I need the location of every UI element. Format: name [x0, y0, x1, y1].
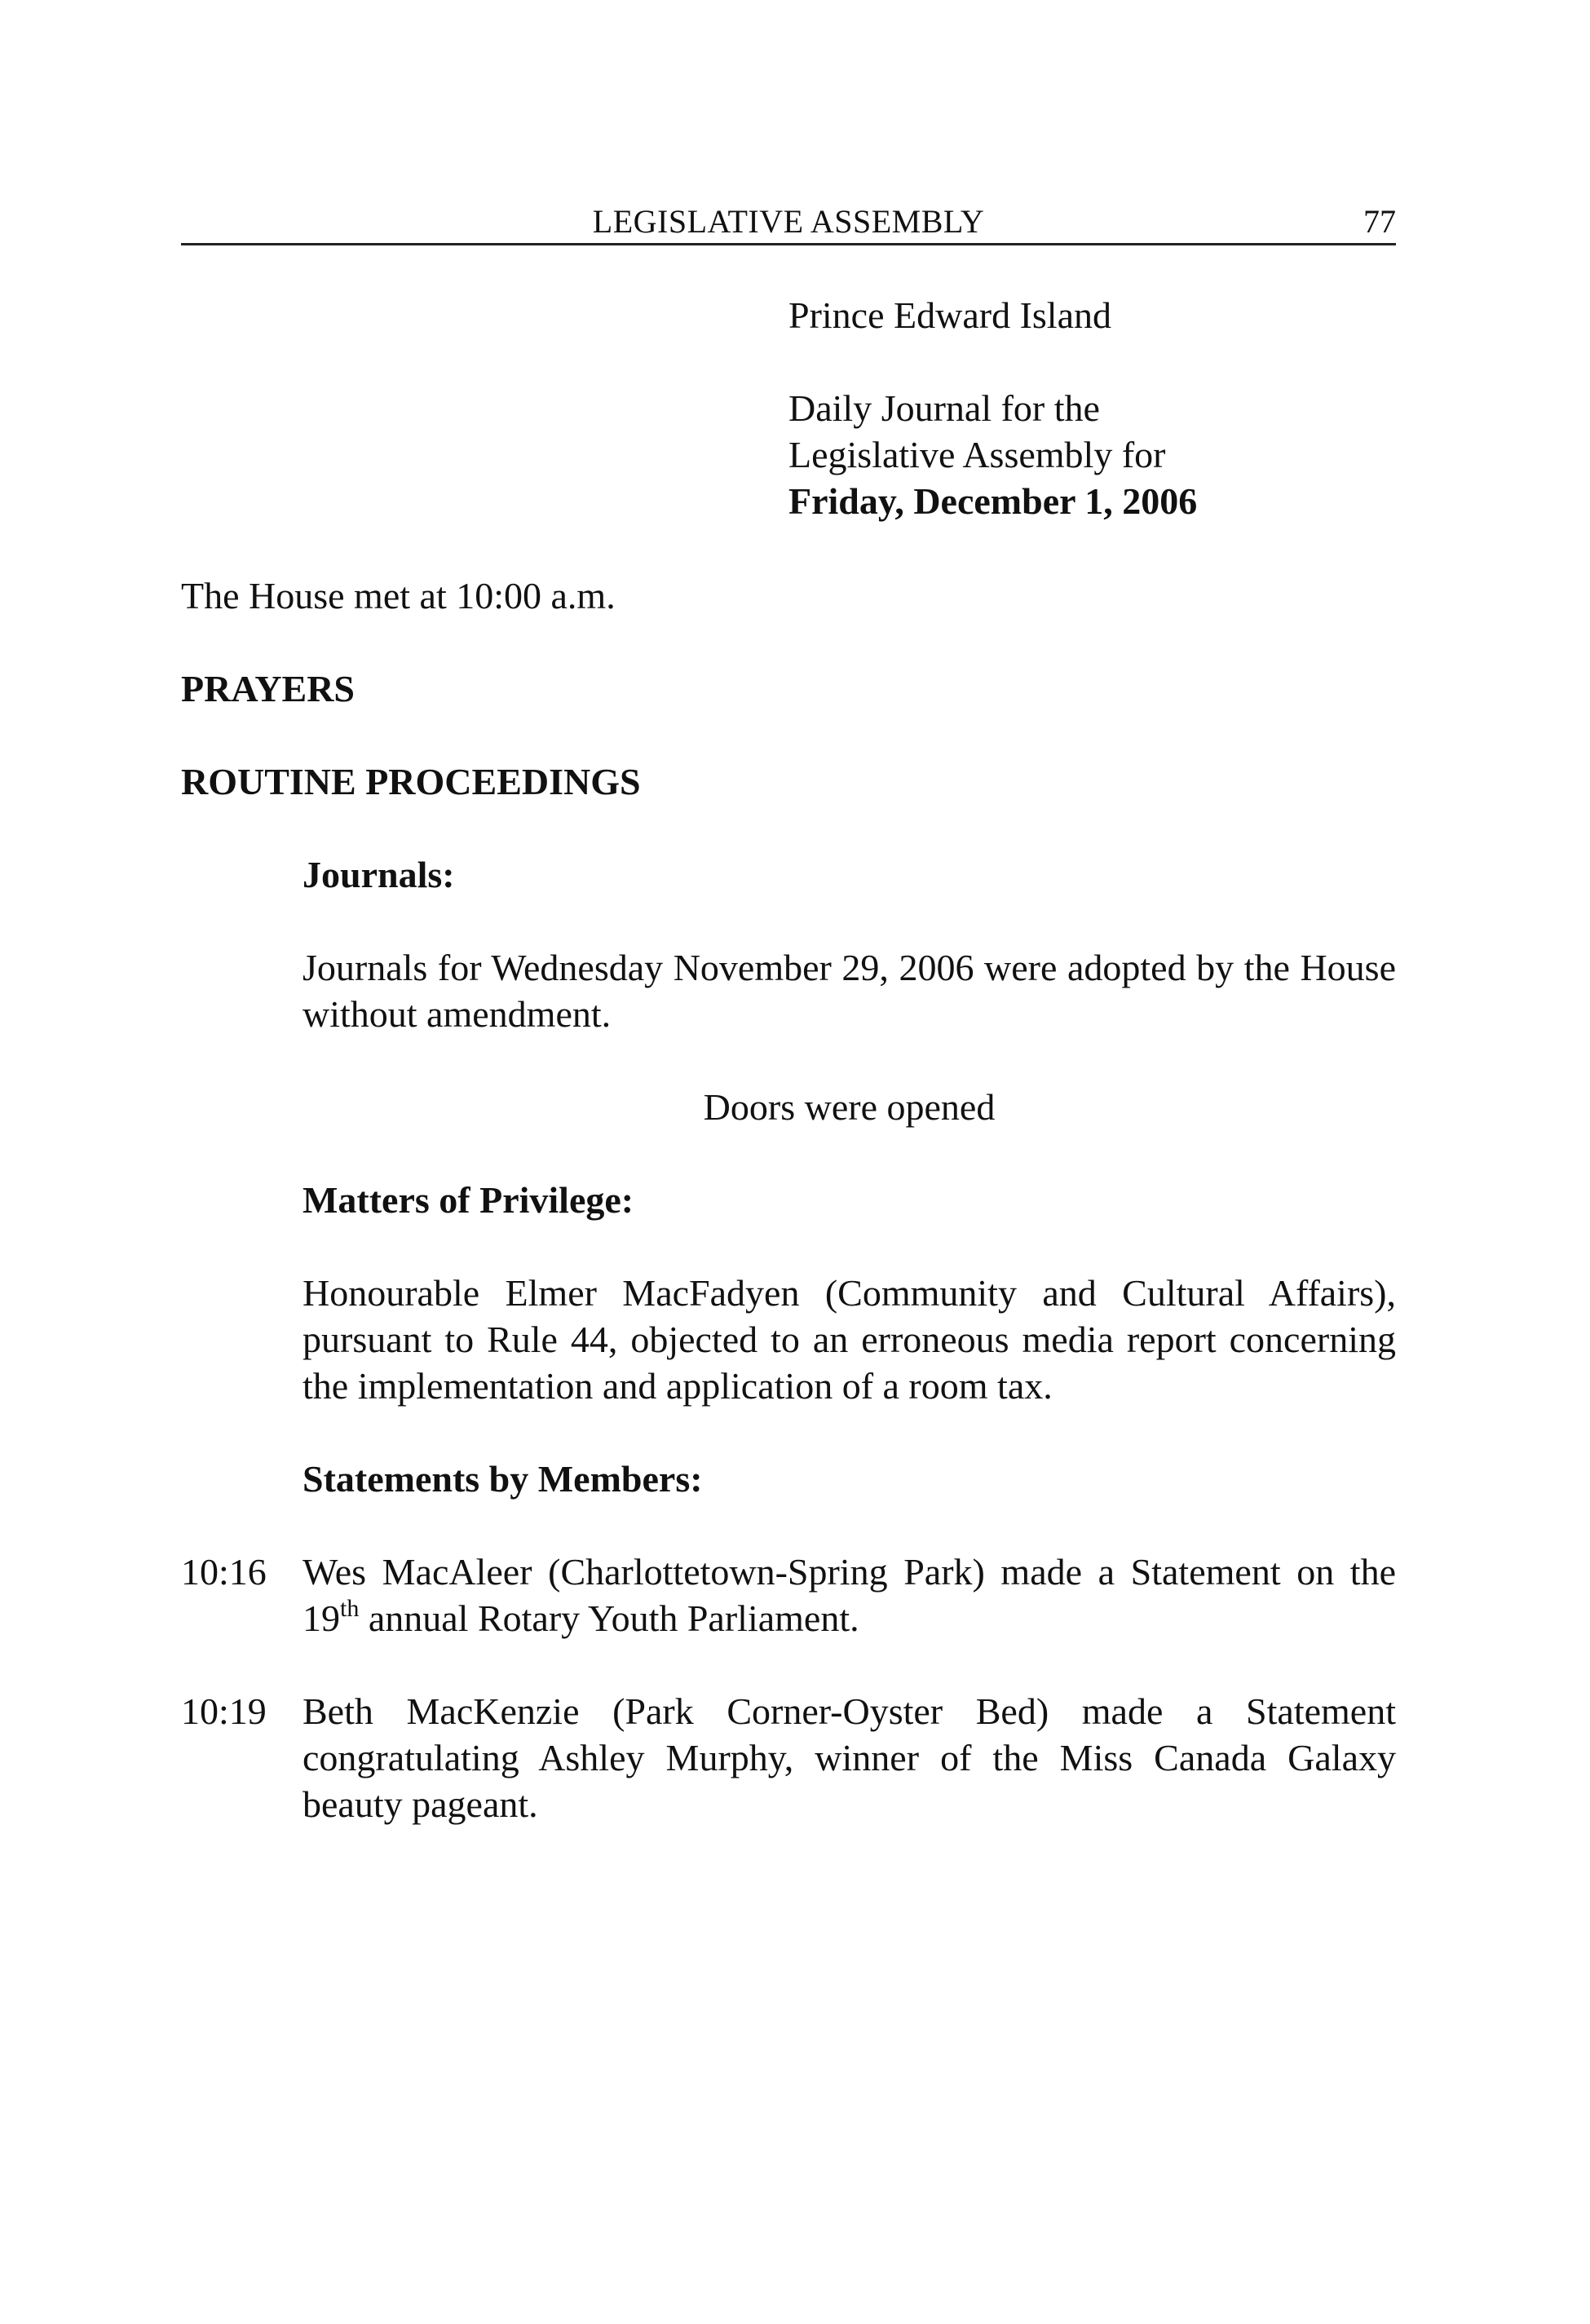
running-header	[181, 201, 1396, 245]
statement-text: Beth MacKenzie (Park Corner-Oyster Bed) made a Statement congratulating Ashley Murphy, winner of the Miss Canada Galaxy beauty pageant.	[303, 1690, 1396, 1825]
journal-title-line-2: Legislative Assembly for	[788, 434, 1166, 475]
journals-paragraph: Journals for Wednesday November 29, 2006 were adopted by the House without amendment.	[303, 947, 1396, 1035]
statement-entry	[181, 1688, 1396, 1827]
masthead	[788, 292, 1197, 524]
heading-journals: Journals:	[303, 854, 455, 895]
heading-matters-of-privilege: Matters of Privilege:	[303, 1179, 634, 1221]
statement-time: 10:19	[181, 1690, 267, 1732]
doors-note: Doors were opened	[703, 1086, 996, 1128]
opening-statement: The House met at 10:00 a.m.	[181, 575, 616, 616]
statement-text-main: Wes MacAleer (Charlottetown-Spring Park) made a Statement on the 19	[303, 1551, 1396, 1639]
journal-date: Friday, December 1, 2006	[788, 480, 1198, 522]
header-title: LEGISLATIVE ASSEMBLY	[592, 203, 985, 240]
statement-text-tail: annual Rotary Youth Parliament.	[359, 1597, 859, 1639]
heading-prayers: PRAYERS	[181, 668, 356, 709]
page-number: 77	[1363, 203, 1396, 240]
statement-text	[303, 1549, 1396, 1641]
statement-time: 10:16	[181, 1551, 267, 1593]
journal-title-line-1: Daily Journal for the	[788, 387, 1100, 429]
statement-entry	[181, 1549, 1396, 1641]
province-name: Prince Edward Island	[788, 294, 1111, 336]
heading-routine-proceedings: ROUTINE PROCEEDINGS	[181, 761, 641, 802]
ordinal-suffix: th	[340, 1595, 360, 1622]
heading-statements-by-members: Statements by Members:	[303, 1458, 703, 1500]
privilege-paragraph: Honourable Elmer MacFadyen (Community and Cultural Affairs), pursuant to Rule 44, objected to an erroneous media report concerning the implementation and application of a room tax.	[303, 1272, 1396, 1407]
